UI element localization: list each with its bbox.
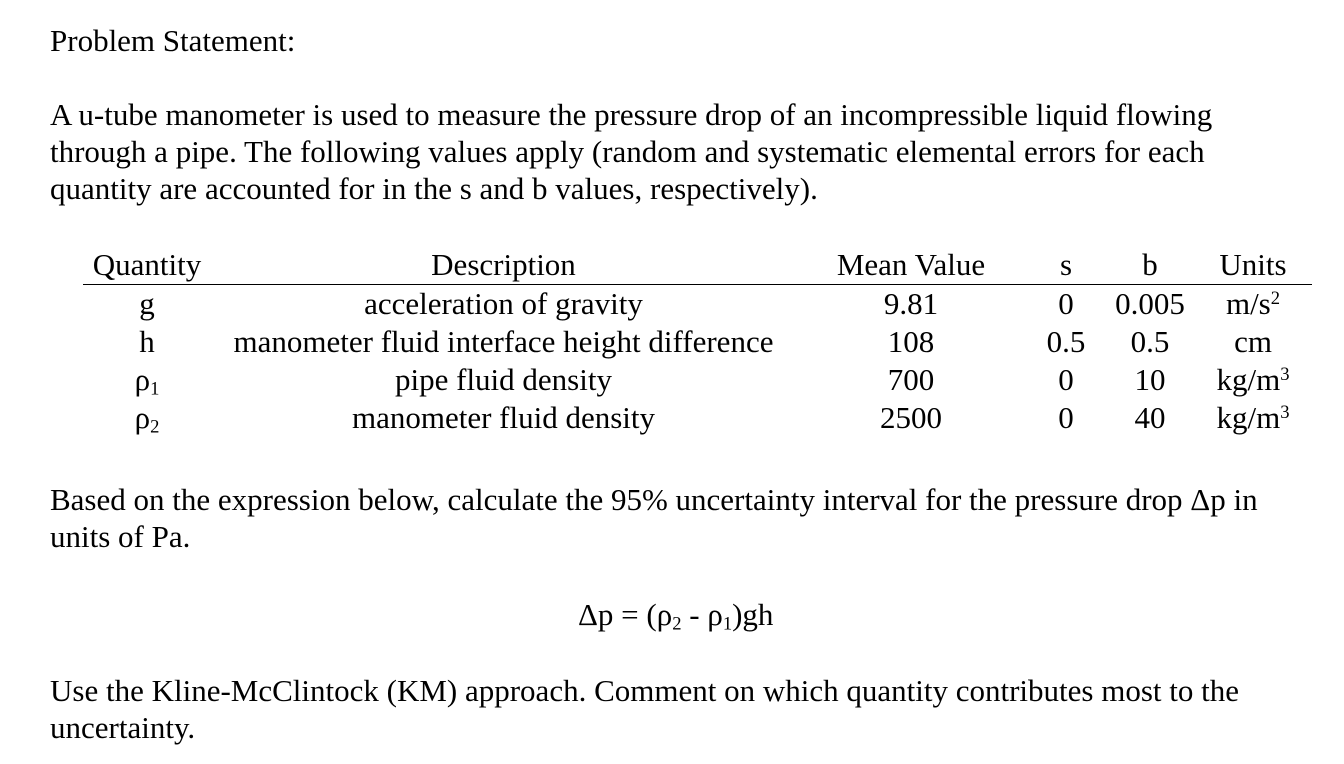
closing-line: uncertainty. — [50, 710, 196, 745]
equation-lhs: Δp = (ρ — [578, 597, 673, 632]
intro-line: A u-tube manometer is used to measure the pressure drop of an incompressible liquid flowing — [50, 97, 1213, 132]
intro-line: through a pipe. The following values apply (random and systematic elemental errors for each — [50, 134, 1205, 169]
quantity-symbol: h — [139, 324, 155, 359]
b-cell: 0.5 — [1130, 324, 1170, 359]
problem-heading: Problem Statement: — [50, 23, 296, 58]
header-units: Units — [1194, 246, 1312, 285]
quantities-table — [83, 246, 1312, 437]
question-line: units of Pa. — [50, 519, 191, 554]
header-b: b — [1106, 246, 1194, 285]
question-paragraph — [50, 481, 1330, 555]
header-description: Description — [211, 246, 796, 285]
unit-base: cm — [1234, 324, 1272, 359]
quantity-symbol: g — [139, 286, 155, 321]
quantity-symbol: ρ — [134, 400, 151, 435]
intro-paragraph — [50, 96, 1310, 207]
quantity-cell — [83, 361, 211, 399]
equation-subscript-1: 1 — [722, 613, 733, 635]
quantity-symbol: ρ — [134, 362, 151, 397]
s-cell: 0.5 — [1046, 324, 1086, 359]
units-cell — [1194, 399, 1312, 437]
description-cell: acceleration of gravity — [364, 286, 643, 321]
s-cell: 0 — [1058, 400, 1074, 435]
b-cell: 10 — [1134, 362, 1166, 397]
unit-base: m/s — [1225, 286, 1271, 321]
units-cell — [1194, 361, 1312, 399]
quantity-cell — [83, 399, 211, 437]
b-cell: 0.005 — [1115, 286, 1185, 321]
header-quantity: Quantity — [83, 246, 211, 285]
unit-exponent: 2 — [1270, 287, 1281, 309]
equation-subscript-2: 2 — [672, 613, 682, 635]
table-row — [83, 361, 1312, 399]
intro-line: quantity are accounted for in the s and b values, respectively). — [50, 171, 818, 206]
header-s: s — [1026, 246, 1106, 285]
closing-line: Use the Kline-McClintock (KM) approach. Comment on which quantity contributes most to the — [50, 673, 1239, 708]
unit-exponent: 3 — [1280, 363, 1290, 385]
table-row — [83, 285, 1312, 324]
description-cell: pipe fluid density — [395, 362, 612, 397]
mean-value-cell: 2500 — [880, 400, 942, 435]
pressure-drop-equation — [578, 596, 773, 633]
equation-rhs: )gh — [732, 597, 774, 632]
description-cell: manometer fluid interface height difference — [233, 324, 774, 359]
question-line: Based on the expression below, calculate the 95% uncertainty interval for the pressure drop Δp in — [50, 482, 1258, 517]
table-row — [83, 399, 1312, 437]
closing-paragraph — [50, 672, 1310, 746]
table-header-row — [83, 246, 1312, 285]
unit-exponent: 3 — [1280, 401, 1290, 423]
units-cell — [1194, 285, 1312, 324]
unit-base: kg/m — [1216, 400, 1281, 435]
units-cell — [1194, 323, 1312, 361]
quantity-cell — [83, 323, 211, 361]
description-cell: manometer fluid density — [351, 400, 656, 435]
quantity-subscript: 1 — [150, 378, 160, 400]
table-row — [83, 323, 1312, 361]
equation-mid: - ρ — [681, 597, 723, 632]
mean-value-cell: 9.81 — [883, 286, 939, 321]
mean-value-cell: 108 — [887, 324, 935, 359]
s-cell: 0 — [1058, 286, 1074, 321]
mean-value-cell: 700 — [887, 362, 935, 397]
s-cell: 0 — [1058, 362, 1074, 397]
b-cell: 40 — [1134, 400, 1166, 435]
quantity-cell — [83, 285, 211, 324]
quantity-subscript: 2 — [150, 416, 160, 438]
unit-base: kg/m — [1216, 362, 1281, 397]
header-mean-value: Mean Value — [796, 246, 1026, 285]
